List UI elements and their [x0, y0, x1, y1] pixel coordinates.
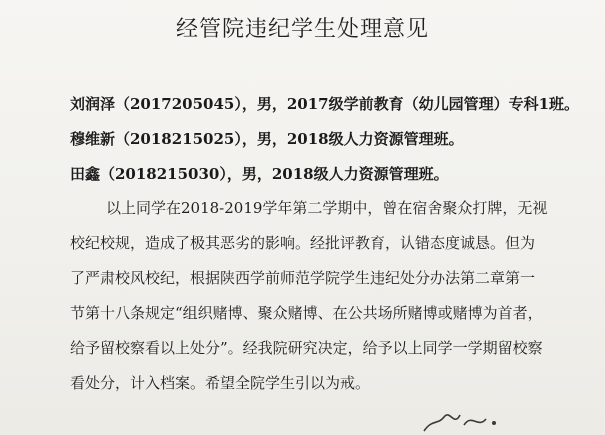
student-line-1: 刘润泽（2017205045），男，2017级学前教育（幼儿园管理）专科1班。	[70, 95, 580, 113]
signature-mark	[420, 405, 510, 435]
paragraph-line-6: 看处分，计入档案。希望全院学生引以为戒。	[70, 374, 371, 392]
paragraph-line-5: 给予留校察看以上处分”。经我院研究决定，给予以上同学一学期留校察	[70, 339, 543, 357]
student-line-3: 田鑫（2018215030），男，2018级人力资源管理班。	[70, 165, 449, 183]
paragraph-line-1: 以上同学在2018-2019学年第二学期中，曾在宿舍聚众打牌，无视	[106, 199, 548, 217]
paragraph-line-4: 节第十八条规定“组织赌博、聚众赌博、在公共场所赌博或赌博为首者，	[70, 304, 543, 322]
paragraph-line-3: 了严肃校风校纪，根据陕西学前师范学院学生违纪处分办法第二章第一	[70, 269, 536, 287]
document-title: 经管院违纪学生处理意见	[175, 17, 429, 42]
student-line-2: 穆维新（2018215025），男，2018级人力资源管理班。	[70, 130, 464, 148]
paragraph-line-2: 校纪校规，造成了极其恶劣的影响。经批评教育，认错态度诚恳。但为	[70, 234, 536, 252]
